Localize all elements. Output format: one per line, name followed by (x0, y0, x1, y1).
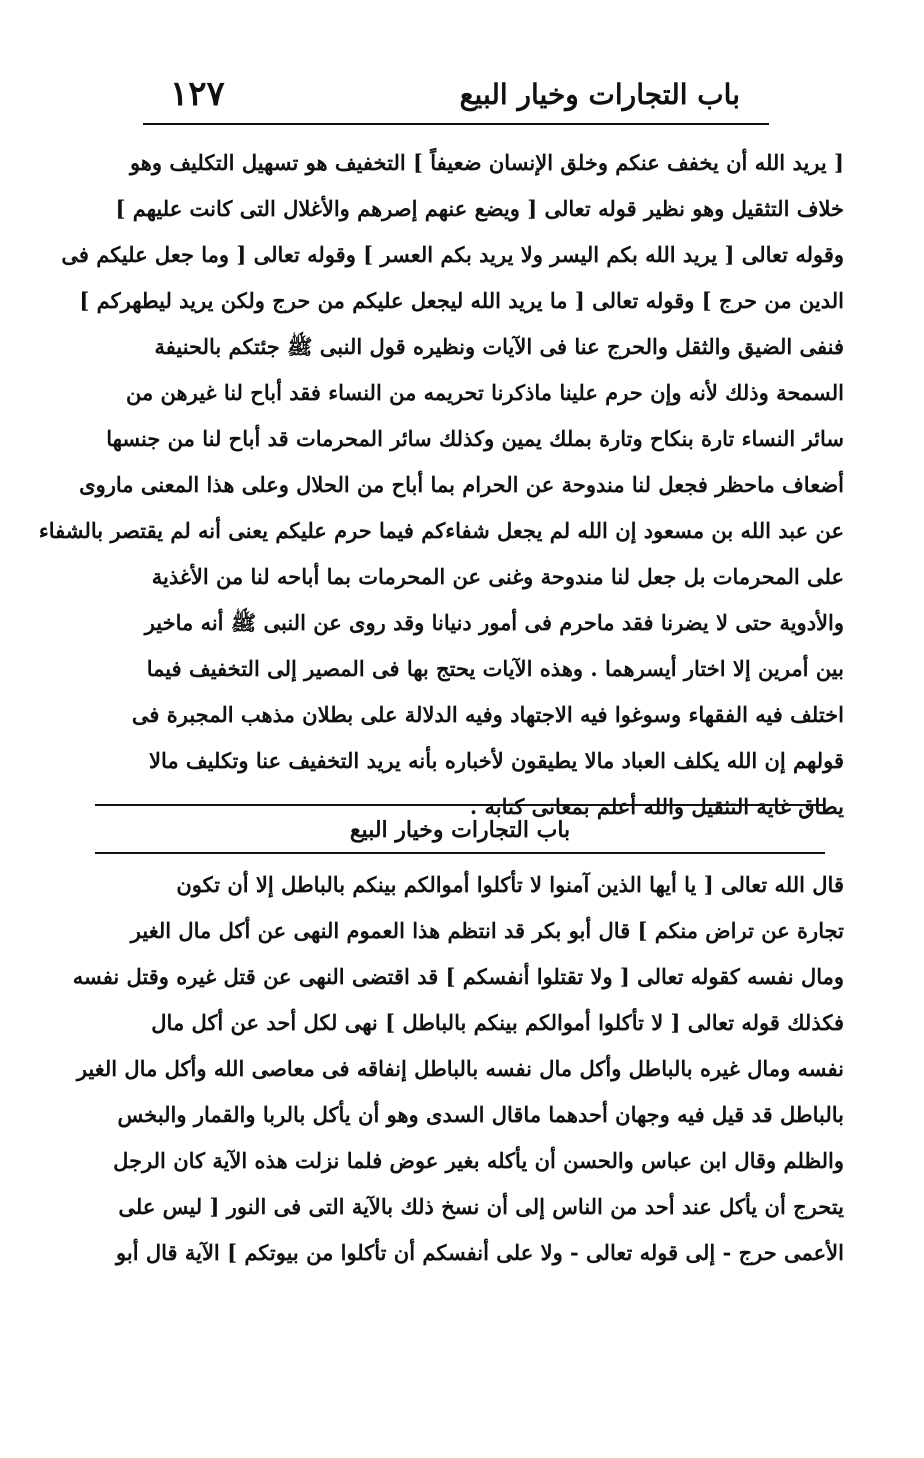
text-line: قال الله تعالى [ يا أيها الذين آمنوا لا تأكلوا أموالكم بينكم بالباطل إلا أن تكون (176, 872, 844, 897)
text-line: السمحة وذلك لأنه وإن حرم علينا ماذكرنا تحريمه من النساء فقد أباح لنا غيرهن من (126, 380, 844, 405)
text-line: يتحرج أن يأكل عند أحد من الناس إلى أن نسخ ذلك بالآية التى فى النور [ ليس على (118, 1194, 844, 1219)
text-line: سائر النساء تارة بنكاح وتارة بملك يمين وكذلك سائر المحرمات قد أباح لنا من جنسها (106, 426, 844, 451)
text-line: على المحرمات بل جعل لنا مندوحة وغنى عن المحرمات بما أباحه لنا من الأغذية (151, 564, 844, 589)
text-line: فنفى الضيق والثقل والحرج عنا فى الآيات ونظيره قول النبى ﷺ جئتكم بالحنيفة (154, 334, 844, 359)
section-divider-top (95, 804, 825, 806)
text-line: اختلف فيه الفقهاء وسوغوا فيه الاجتهاد وفيه الدلالة على بطلان مذهب المجبرة فى (131, 702, 844, 727)
text-line: عن عبد الله بن مسعود إن الله لم يجعل شفاءكم فيما حرم عليكم يعنى أنه لم يقتصر بالشفاء (38, 518, 844, 543)
text-line: يطاق غاية التثقيل والله أعلم بمعانى كتابه . (469, 794, 844, 819)
body-text-block-1 (38, 140, 844, 830)
section-heading: باب التجارات وخيار البيع (349, 817, 571, 843)
text-line: قولهم إن الله يكلف العباد مالا يطيقون لأخباره بأنه يريد التخفيف عنا وتكليف مالا (149, 748, 844, 773)
text-line: بالباطل قد قيل فيه وجهان أحدهما ماقال السدى وهو أن يأكل بالربا والقمار والبخس (117, 1102, 844, 1127)
text-line: الأعمى حرج - إلى قوله تعالى - ولا على أنفسكم أن تأكلوا من بيوتكم ] الآية قال أبو (116, 1240, 844, 1265)
text-line: خلاف التثقيل وهو نظير قوله تعالى [ ويضع عنهم إصرهم والأغلال التى كانت عليهم ] (115, 196, 844, 221)
section-divider-bottom (95, 852, 825, 854)
body-text-block-2 (72, 862, 844, 1276)
text-line: والظلم وقال ابن عباس والحسن أن يأكله بغير عوض فلما نزلت هذه الآية كان الرجل (113, 1148, 844, 1173)
running-header (140, 70, 770, 120)
running-header-title: باب التجارات وخيار البيع (459, 78, 740, 111)
text-line: بين أمرين إلا اختار أيسرهما . وهذه الآيات يحتج بها فى المصير إلى التخفيف فيما (146, 656, 844, 681)
text-line: [ يريد الله أن يخفف عنكم وخلق الإنسان ضعيفاً ] التخفيف هو تسهيل التكليف وهو (129, 150, 844, 175)
text-line: فكذلك قوله تعالى [ لا تأكلوا أموالكم بينكم بالباطل ] نهى لكل أحد عن أكل مال (151, 1010, 844, 1035)
page-number: ١٢٧ (170, 74, 225, 114)
header-rule (143, 123, 769, 125)
text-line: والأدوية حتى لا يضرنا فقد ماحرم فى أمور دنيانا وقد روى عن النبى ﷺ أنه ماخير (144, 610, 844, 635)
text-line: أضعاف ماحظر فجعل لنا مندوحة عن الحرام بما أباح من الحلال وعلى هذا المعنى ماروى (79, 472, 844, 497)
text-line: ومال نفسه كقوله تعالى [ ولا تقتلوا أنفسكم ] قد اقتضى النهى عن قتل غيره وقتل نفسه (72, 964, 844, 989)
text-line: وقوله تعالى [ يريد الله بكم اليسر ولا يريد بكم العسر ] وقوله تعالى [ وما جعل عليكم فى (61, 242, 844, 267)
text-line: نفسه ومال غيره بالباطل وأكل مال نفسه بالباطل إنفاقه فى معاصى الله وأكل مال الغير (76, 1056, 844, 1081)
text-line: الدين من حرج ] وقوله تعالى [ ما يريد الله ليجعل عليكم من حرج ولكن يريد ليطهركم ] (79, 288, 844, 313)
text-line: تجارة عن تراض منكم ] قال أبو بكر قد انتظم هذا العموم النهى عن أكل مال الغير (130, 918, 844, 943)
